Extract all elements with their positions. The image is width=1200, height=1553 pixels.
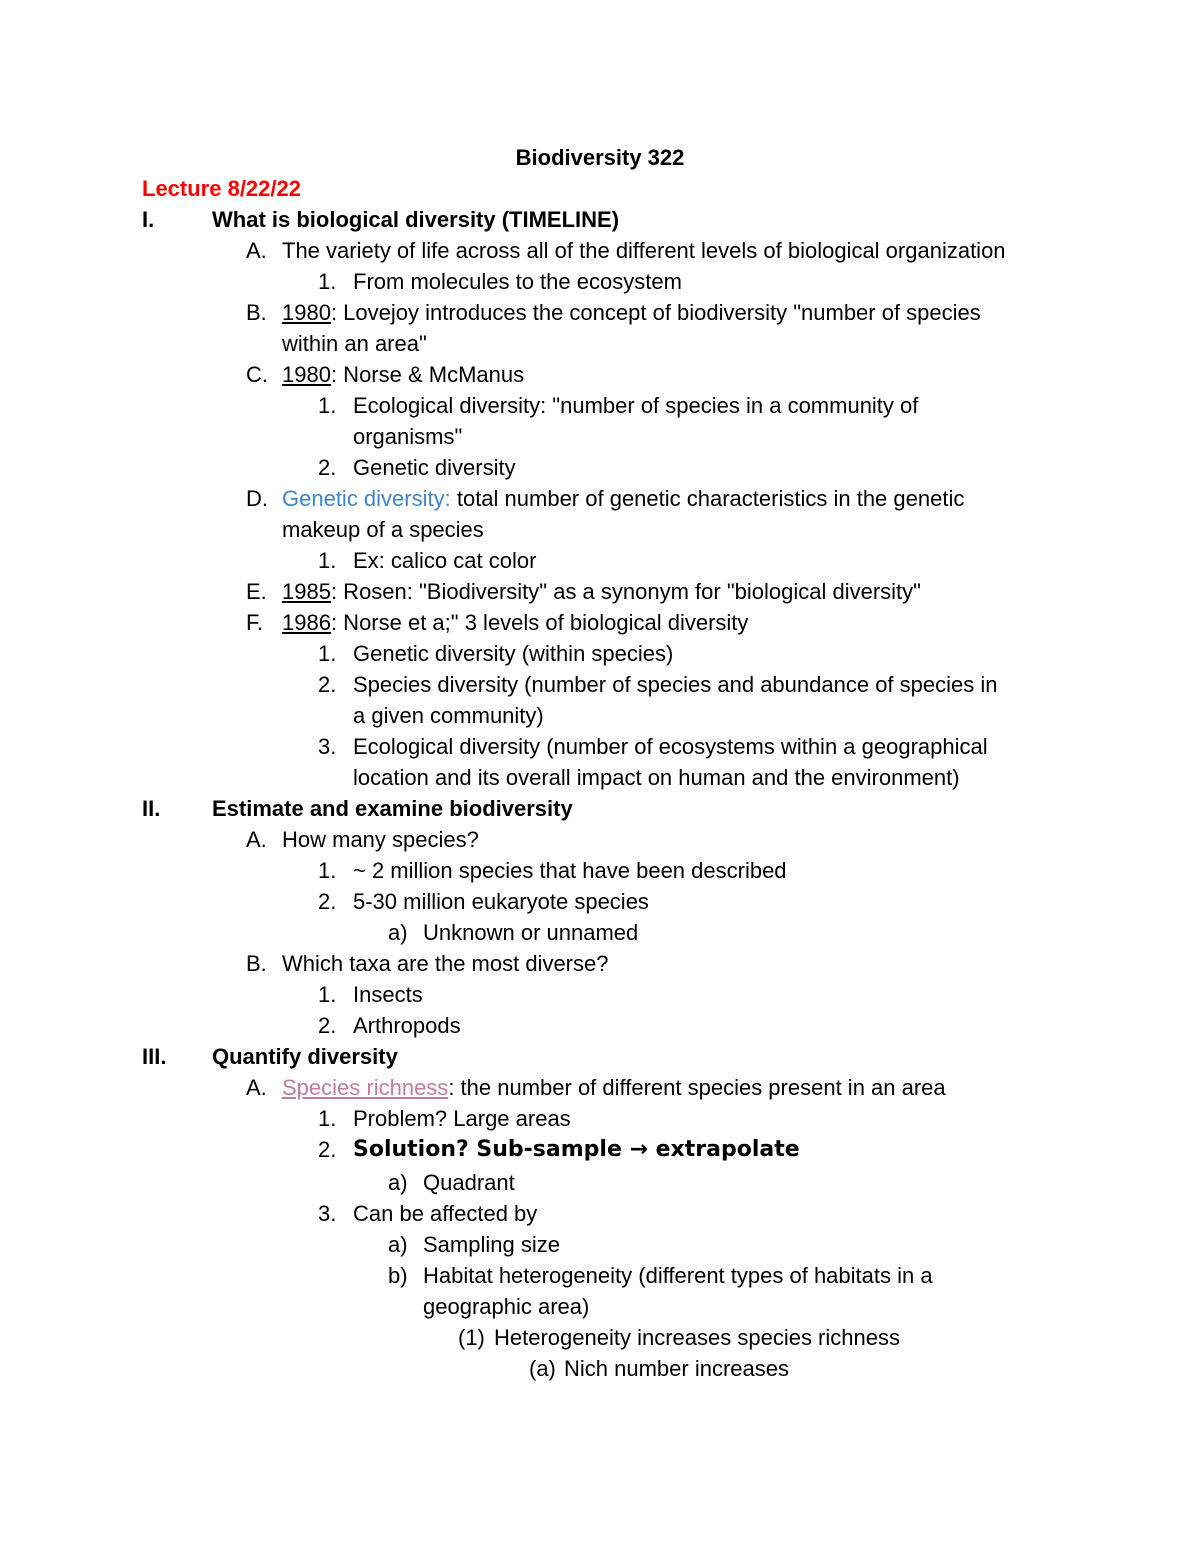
outline-item: Quadrant	[423, 1170, 515, 1195]
outline-item: Ecological diversity (number of ecosystems within a geographical	[353, 734, 988, 759]
outline-item: 1986: Norse et a;" 3 levels of biological diversity	[282, 610, 749, 635]
year: 1980	[282, 300, 331, 325]
outline-item: Nich number increases	[564, 1356, 789, 1381]
outline-item: 1985: Rosen: "Biodiversity" as a synonym for "biological diversity"	[282, 579, 921, 604]
item-marker: a)	[388, 1232, 408, 1257]
outline-item: Problem? Large areas	[353, 1106, 571, 1131]
item-marker: A.	[246, 238, 267, 263]
outline-item-continued: organisms"	[353, 424, 463, 449]
outline-item: Which taxa are the most diverse?	[282, 951, 609, 976]
outline-item-continued: within an area"	[282, 331, 427, 356]
outline-item: Habitat heterogeneity (different types of habitats in a	[423, 1263, 933, 1288]
item-marker: 2.	[318, 672, 337, 697]
outline-item: Can be affected by	[353, 1201, 538, 1226]
item-marker: (a)	[529, 1356, 556, 1381]
item-marker: D.	[246, 486, 268, 511]
outline-item: Genetic diversity	[353, 455, 516, 480]
key-term: Genetic diversity:	[282, 486, 451, 511]
outline-item: Sampling size	[423, 1232, 560, 1257]
outline-item: Insects	[353, 982, 423, 1007]
item-marker: 3.	[318, 734, 337, 759]
outline-item: How many species?	[282, 827, 479, 852]
outline-item: Genetic diversity: total number of genetic characteristics in the genetic	[282, 486, 965, 511]
outline-item: Species diversity (number of species and abundance of species in	[353, 672, 998, 697]
outline-item: Heterogeneity increases species richness	[494, 1325, 900, 1350]
outline-item-continued: geographic area)	[423, 1294, 590, 1319]
outline-item-continued: location and its overall impact on human and the environment)	[353, 765, 960, 790]
item-marker: C.	[246, 362, 268, 387]
item-marker: A.	[246, 1075, 267, 1100]
item-marker: 1.	[318, 393, 337, 418]
item-marker: F.	[246, 610, 264, 635]
outline-item: Arthropods	[353, 1013, 461, 1038]
item-marker: 1.	[318, 858, 337, 883]
item-marker: (1)	[458, 1325, 485, 1350]
outline-item: 1980: Lovejoy introduces the concept of biodiversity "number of species	[282, 300, 981, 325]
item-marker: A.	[246, 827, 267, 852]
outline-item: Species richness: the number of different species present in an area	[282, 1075, 946, 1100]
item-marker: 2.	[318, 1013, 337, 1038]
item-marker: 1.	[318, 548, 337, 573]
item-marker: 2.	[318, 455, 337, 480]
item-marker: 1.	[318, 269, 337, 294]
outline-item: 1980: Norse & McManus	[282, 362, 525, 387]
section-heading: Estimate and examine biodiversity	[212, 796, 573, 821]
section-heading: What is biological diversity (TIMELINE)	[212, 207, 620, 232]
year: 1980	[282, 362, 331, 387]
outline-item: The variety of life across all of the different levels of biological organization	[282, 238, 1006, 263]
lecture-heading: Lecture 8/22/22	[142, 176, 301, 201]
item-marker: B.	[246, 300, 267, 325]
outline-item: From molecules to the ecosystem	[353, 269, 682, 294]
item-marker: 1.	[318, 982, 337, 1007]
item-marker: b)	[388, 1263, 408, 1288]
item-marker: a)	[388, 920, 408, 945]
item-marker: 2.	[318, 889, 337, 914]
outline-item: Unknown or unnamed	[423, 920, 639, 945]
outline-item: ~ 2 million species that have been described	[353, 858, 787, 883]
section-marker: III.	[142, 1044, 167, 1069]
item-marker: 1.	[318, 1106, 337, 1131]
outline-item: Ex: calico cat color	[353, 548, 537, 573]
document-title: Biodiversity 322	[515, 145, 685, 170]
key-term: Species richness	[282, 1075, 449, 1100]
item-marker: 1.	[318, 641, 337, 666]
section-marker: I.	[142, 207, 155, 232]
outline-item-continued: makeup of a species	[282, 517, 484, 542]
outline-item-emphasis: Solution? Sub-sample → extrapolate	[353, 1137, 800, 1162]
outline-item: Genetic diversity (within species)	[353, 641, 674, 666]
outline-item: Ecological diversity: "number of species in a community of	[353, 393, 919, 418]
year: 1986	[282, 610, 331, 635]
year: 1985	[282, 579, 331, 604]
section-marker: II.	[142, 796, 161, 821]
section-heading: Quantify diversity	[212, 1044, 398, 1069]
item-marker: B.	[246, 951, 267, 976]
item-marker: 3.	[318, 1201, 337, 1226]
item-marker: E.	[246, 579, 267, 604]
outline-item: 5-30 million eukaryote species	[353, 889, 649, 914]
item-marker: 2.	[318, 1137, 337, 1162]
item-marker: a)	[388, 1170, 408, 1195]
outline-item-continued: a given community)	[353, 703, 544, 728]
